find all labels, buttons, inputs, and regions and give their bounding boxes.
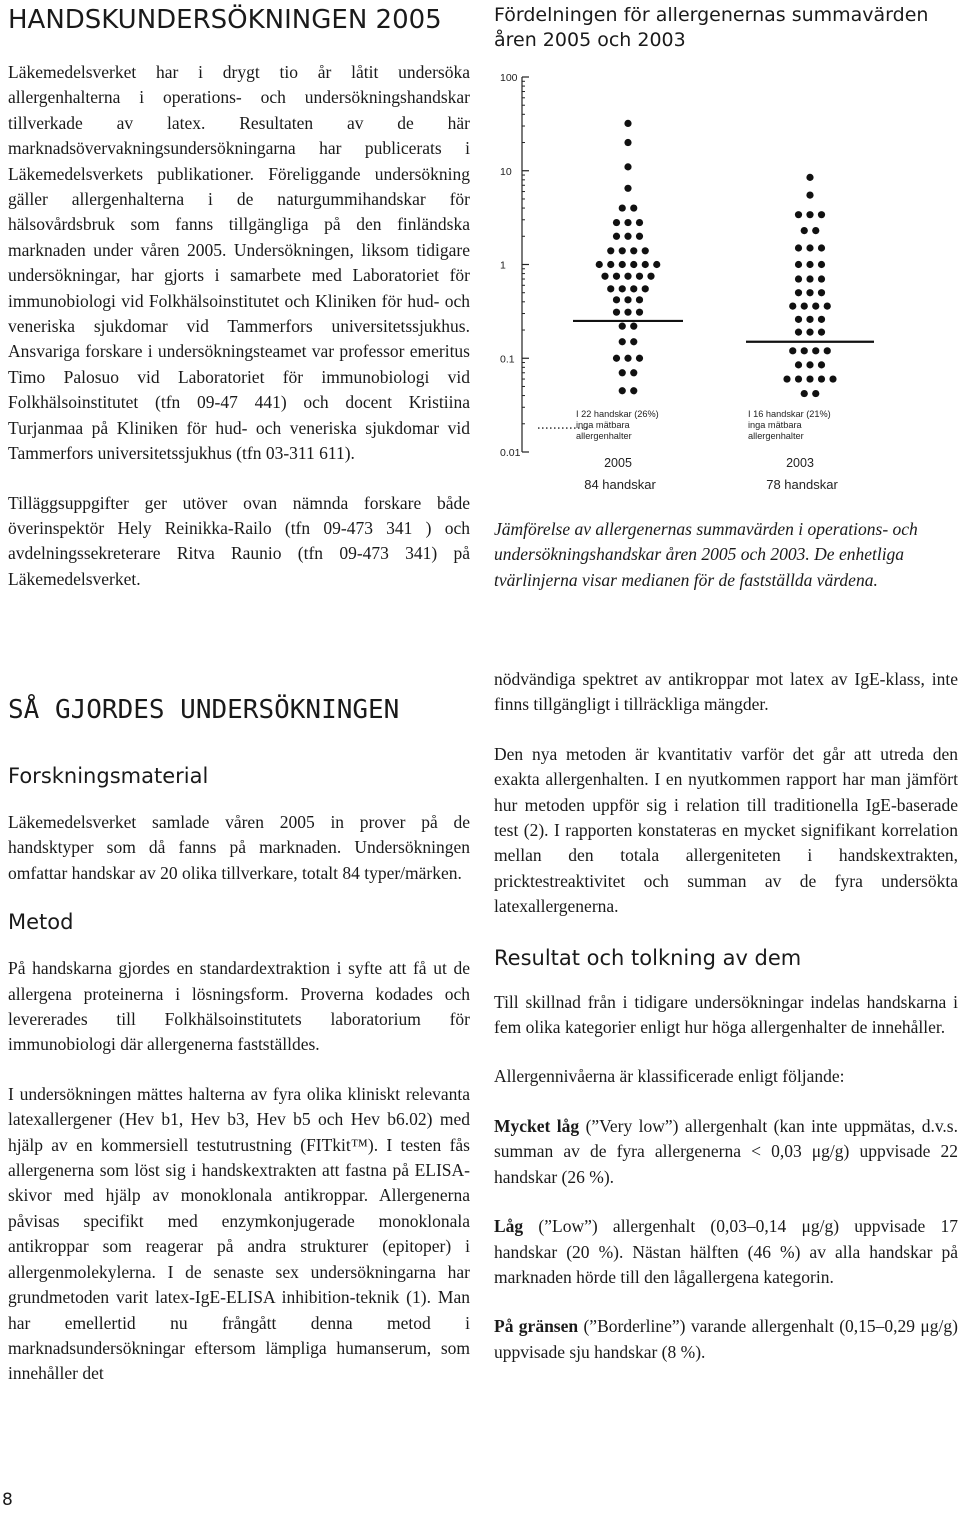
category-borderline-text: (”Borderline”) varande allergenhalt (0,15–0,29 μg/g) uppvisade sju handskar (8 %). [494,1316,958,1362]
data-point [806,316,813,323]
data-point [624,233,631,240]
data-point [630,338,637,345]
y-tick-label: 100 [500,72,518,84]
data-point [613,233,620,240]
data-point [812,227,819,234]
right-paragraph-1: nödvändiga spektret av antikroppar mot latex av IgE-klass, inte finns tillgängligt i tillräckliga mängder. [494,669,958,715]
page-number: 8 [2,1490,13,1510]
method-section-title: SÅ GJORDES UNDERSÖKNINGEN [8,695,400,725]
data-point [630,369,637,376]
data-point [607,285,614,292]
data-point [619,387,626,394]
data-point [624,273,631,280]
results-heading: Resultat och tolkning av dem [494,945,802,970]
group-note-line: I 22 handskar (26%) [576,409,659,419]
data-point [624,163,631,170]
material-paragraph: Läkemedelsverket samlade våren 2005 in prover på de handsktyper som då fanns på marknaden. Undersökningen omfattar handskar av 20 olika tillverkare, totalt 84 typer/märken. [8,812,470,883]
data-point [806,174,813,181]
data-point [636,219,643,226]
right-column [494,667,958,1365]
right-paragraph-2: Den nya metoden är kvantitativ varför det går att utreda den exakta allergenhalten. I en nyutkommen rapport har man jämfört hur metoden uppför sig i relation till traditionella IgE-baserade test (2). I rapporten konstateras en mycket signifikant korrelation mellan den totala allergeniteten i handskextrakten, pricktestreaktivitet och summan av de fyra undersökta latexallergenerna. [494,743,958,917]
data-point [630,387,637,394]
data-point [829,375,836,382]
data-point [795,211,802,218]
data-point [630,247,637,254]
material-heading: Forskningsmaterial [8,764,209,788]
data-point [795,289,802,296]
data-point [789,302,796,309]
data-point [818,211,825,218]
data-point [636,273,643,280]
y-tick-label: 10 [500,165,512,178]
chart-group-2005 [573,120,683,492]
data-point [795,261,802,268]
data-point [607,247,614,254]
data-point [806,275,813,282]
data-point [795,275,802,282]
method-paragraph-2: I undersökningen mättes halterna av fyra olika kliniskt relevanta latexallergener (Hev b1, Hev b3, Hev b5 och Hev b6.02) med hjälp av en kommersiell testutrustning (FITkit™). I testen fås allergenerna som löst sig i handskextrakten att fastna på ELISA-skivor med hjälp av monoklonala antikroppar. Allergenerna påvisas specifikt med enzymkonjugerade monoklonala antikroppar som reagerar på andra strukturer (epitoper) i allergenmolekylerna. I de senaste sex undersökningarna har grundmetoden varit latex-IgE-ELISA inhibition-teknik (1). Man har emellertid nu frångått denna metod i marknadsundersökningar eftersom lämpliga humanserum, som innehåller det [8,1083,470,1384]
data-point [619,247,626,254]
chart-group-2003 [746,174,874,492]
data-point [812,302,819,309]
right-paragraph-3: Till skillnad från i tidigare undersökningar indelas handskarna i fem olika kategorier enligt hur höga allergenhalter de innehåller. [494,991,958,1038]
data-point [630,285,637,292]
data-point [647,273,654,280]
data-point [812,390,819,397]
data-point [636,233,643,240]
data-point [818,375,825,382]
data-point [806,375,813,382]
data-point [812,347,819,354]
data-point [789,347,796,354]
data-point [818,329,825,336]
group-note-line: inga mätbara [748,420,802,430]
group-note-line: allergenhalter [748,431,804,441]
category-very-low-text: (”Very low”) allergenhalt (kan inte uppmätas, d.v.s. summan av de fyra allergenerna < 0,03 μg/g) uppvisade 22 handskar (26 %). [494,1115,958,1187]
data-point [613,296,620,303]
data-point [801,390,808,397]
data-point [624,296,631,303]
category-low [494,1214,958,1290]
category-very-low [494,1114,958,1190]
data-point [613,309,620,316]
group-note-line: I 16 handskar (21%) [748,409,831,419]
group-year-label: 2003 [786,456,814,470]
method-paragraph-1: På handskarna gjordes en standardextraktion i syfte att få ut de allergena proteinerna i lösningsform. Proverna kodades och levererades till Folkhälsoinstitutets laboratorium för immunobiologi där allergenerna fastställdes. [8,958,470,1055]
data-point [795,361,802,368]
data-point [783,375,790,382]
y-axis [500,72,590,459]
data-point [619,323,626,330]
group-note-line: allergenhalter [576,431,632,441]
chart-groups [573,120,874,492]
data-point [630,261,637,268]
data-point [624,219,631,226]
group-count-label: 84 handskar [584,477,656,492]
data-point [624,355,631,362]
data-point [795,316,802,323]
data-point [824,302,831,309]
category-borderline-label: På gränsen [494,1316,579,1337]
intro-paragraph-2: Tilläggsuppgifter ger utöver ovan nämnda forskare både överinspektör Hely Reinikka-Railo (tfn 09-473 341 ) och avdelningssekreterare Ritva Raunio (tfn 09-473 341) på Läkemedelsverket. [8,492,470,589]
intro-column [8,60,470,592]
data-point [801,227,808,234]
allergen-distribution-chart [480,55,880,505]
method-column [8,762,470,1387]
data-point [636,309,643,316]
data-point [806,191,813,198]
y-tick-label: 0.01 [500,447,521,459]
data-point [801,302,808,309]
data-point [642,285,649,292]
group-count-label: 78 handskar [766,477,838,492]
data-point [624,139,631,146]
data-point [818,316,825,323]
data-point [619,204,626,211]
data-point [795,375,802,382]
data-point [613,355,620,362]
data-point [642,247,649,254]
category-borderline [494,1314,958,1365]
data-point [624,185,631,192]
category-low-label: Låg [494,1216,524,1237]
data-point [619,369,626,376]
data-point [795,244,802,251]
data-point [824,347,831,354]
page-title: HANDSKUNDERSÖKNINGEN 2005 [8,5,442,35]
group-note-line: inga mätbara [576,420,630,430]
data-point [653,261,660,268]
intro-paragraph-1: Läkemedelsverket har i drygt tio år låtit undersöka allergenhalterna i operations- och undersökningshandskar tillverkade av latex. Resultaten av de här marknadsövervakningsundersökningarna har publicerats i Läkemedelsverkets publikationer. Föreliggande undersökning gäller allergenhalterna i de naturgummihandskar för hälsovårdsbruk som fanns tillgängliga på den finländska marknaden under våren 2005. Undersökningen, liksom tidigare undersökningar, har gjorts i samarbete med Laboratoriet för immunobiologi vid Folkhälsoinstitutet och Kliniken för hud- och veneriska sjukdomar vid Tammerfors universitetssjukhus. Ansvariga forskare i undersökningsteamet var professor emeritus Timo Palosuo vid Laboratoriet för immunobiologi vid Folkhälsoinstitutet (tfn 09-47 441) och docent Kristiina Turjanmaa på Kliniken för hud- och veneriska sjukdomar vid Tammerfors universitetssjukhus (tfn 03-311 611). [8,62,470,464]
data-point [636,355,643,362]
data-point [818,275,825,282]
data-point [806,329,813,336]
data-point [636,296,643,303]
right-paragraph-4: Allergennivåerna är klassificerade enligt följande: [494,1066,845,1087]
figure-caption: Jämförelse av allergenernas summavärden i operations- och undersökningshandskar åren 2005 och 2003. De enhetliga tvärlinjerna visar medianen för de fastställda värdena. [494,519,918,590]
data-point [619,285,626,292]
figure-title: Fördelningen för allergenernas summavärden åren 2005 och 2003 [494,4,929,51]
data-point [630,323,637,330]
data-point [818,261,825,268]
category-very-low-label: Mycket låg [494,1115,580,1136]
data-point [613,219,620,226]
data-point [806,289,813,296]
data-point [601,273,608,280]
data-point [613,273,620,280]
y-tick-label: 1 [500,259,506,272]
data-point [624,309,631,316]
group-year-label: 2005 [604,456,632,470]
data-point [642,261,649,268]
data-point [619,338,626,345]
method-heading: Metod [8,910,74,935]
category-low-text: (”Low”) allergenhalt (0,03–0,14 μg/g) uppvisade 17 handskar (20 %). Nästan hälften (46 %) av alla handskar på marknaden hörde till den lågallergena kategorin. [494,1216,958,1287]
data-point [818,361,825,368]
data-point [818,244,825,251]
data-point [806,361,813,368]
data-point [818,289,825,296]
data-point [801,347,808,354]
y-tick-label: 0.1 [500,353,515,366]
data-point [806,244,813,251]
data-point [619,261,626,268]
data-point [795,329,802,336]
data-point [630,204,637,211]
data-point [624,120,631,127]
data-point [596,261,603,268]
data-point [806,261,813,268]
data-point [607,261,614,268]
data-point [806,211,813,218]
